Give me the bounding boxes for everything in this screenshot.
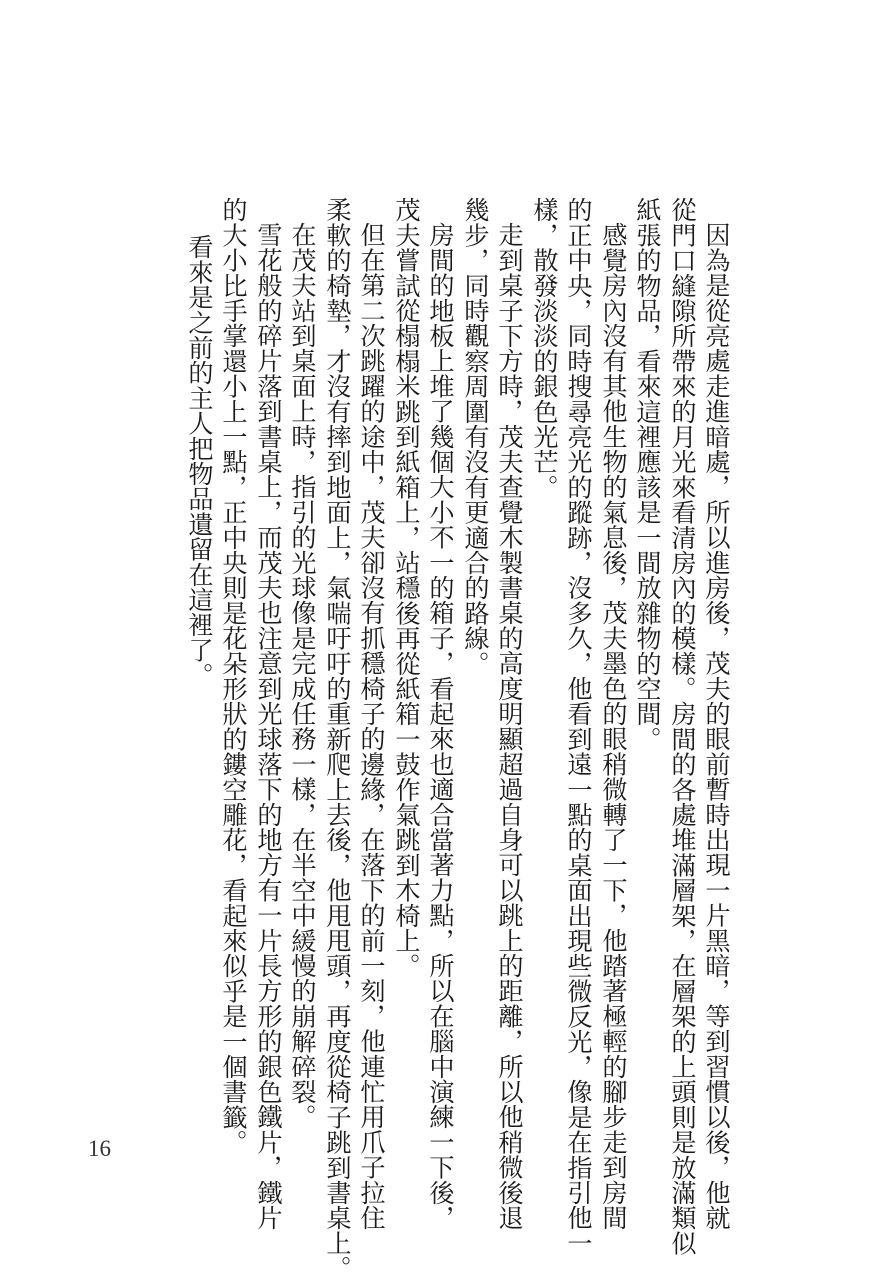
page-number: 16 — [88, 1136, 111, 1161]
text-line-9: 房間的地板上堆了幾個大小不一的箱子，看起來也適合當著力點，所以在腦中演練一下後， — [426, 222, 455, 1230]
text-line-6: 樣，散發淡淡的銀色光芒。 — [530, 197, 559, 500]
text-line-7: 走到桌子下方時，茂夫查覺木製書桌的高度明顯超過自身可以跳上的距離，所以他稍微後退 — [495, 222, 524, 1230]
text-line-14: 雪花般的碎片落到書桌上，而茂夫也注意到光球落下的地方有一片長方形的銀色鐵片，鐵片 — [254, 222, 283, 1230]
text-line-3: 紙張的物品，看來這裡應該是一間放雜物的空間。 — [633, 197, 662, 752]
text-line-8: 幾步，同時觀察周圍有沒有更適合的路線。 — [461, 197, 490, 676]
text-line-12: 柔軟的椅墊，才沒有摔到地面上，氣喘吁吁的重新爬上去後，他甩甩頭，再度從椅子跳到書桌上。 — [323, 197, 352, 1281]
text-line-2: 從門口縫隙所帶來的月光來看清房內的模樣。房間的各處堆滿層架，在層架的上頭則是放滿類似 — [668, 197, 697, 1256]
text-line-5: 的正中央，同時搜尋亮光的蹤跡，沒多久，他看到遠一點的桌面出現些微反光，像是在指引他一 — [564, 197, 593, 1256]
text-line-11: 但在第二次跳躍的途中，茂夫卻沒有抓穩椅子的邊緣，在落下的前一刻，他連忙用爪子拉住 — [357, 222, 386, 1230]
text-line-15: 的大小比手掌還小上一點，正中央則是花朵形狀的鏤空雕花，看起來似乎是一個書籤。 — [219, 197, 248, 1155]
text-line-10: 茂夫嘗試從榻榻米跳到紙箱上，站穩後再從紙箱一鼓作氣跳到木椅上。 — [392, 197, 421, 979]
text-line-16: 看來是之前的主人把物品遺留在這裡了。 — [185, 234, 214, 688]
text-line-13: 在茂夫站到桌面上時，指引的光球像是完成任務一樣，在半空中緩慢的崩解碎裂。 — [288, 222, 317, 1130]
text-line-1: 因為是從亮處走進暗處，所以進房後，茂夫的眼前暫時出現一片黑暗，等到習慣以後，他就 — [702, 222, 731, 1230]
text-line-4: 感覺房內沒有其他生物的氣息後，茂夫墨色的眼稍微轉了一下，他踏著極輕的腳步走到房間 — [599, 222, 628, 1230]
